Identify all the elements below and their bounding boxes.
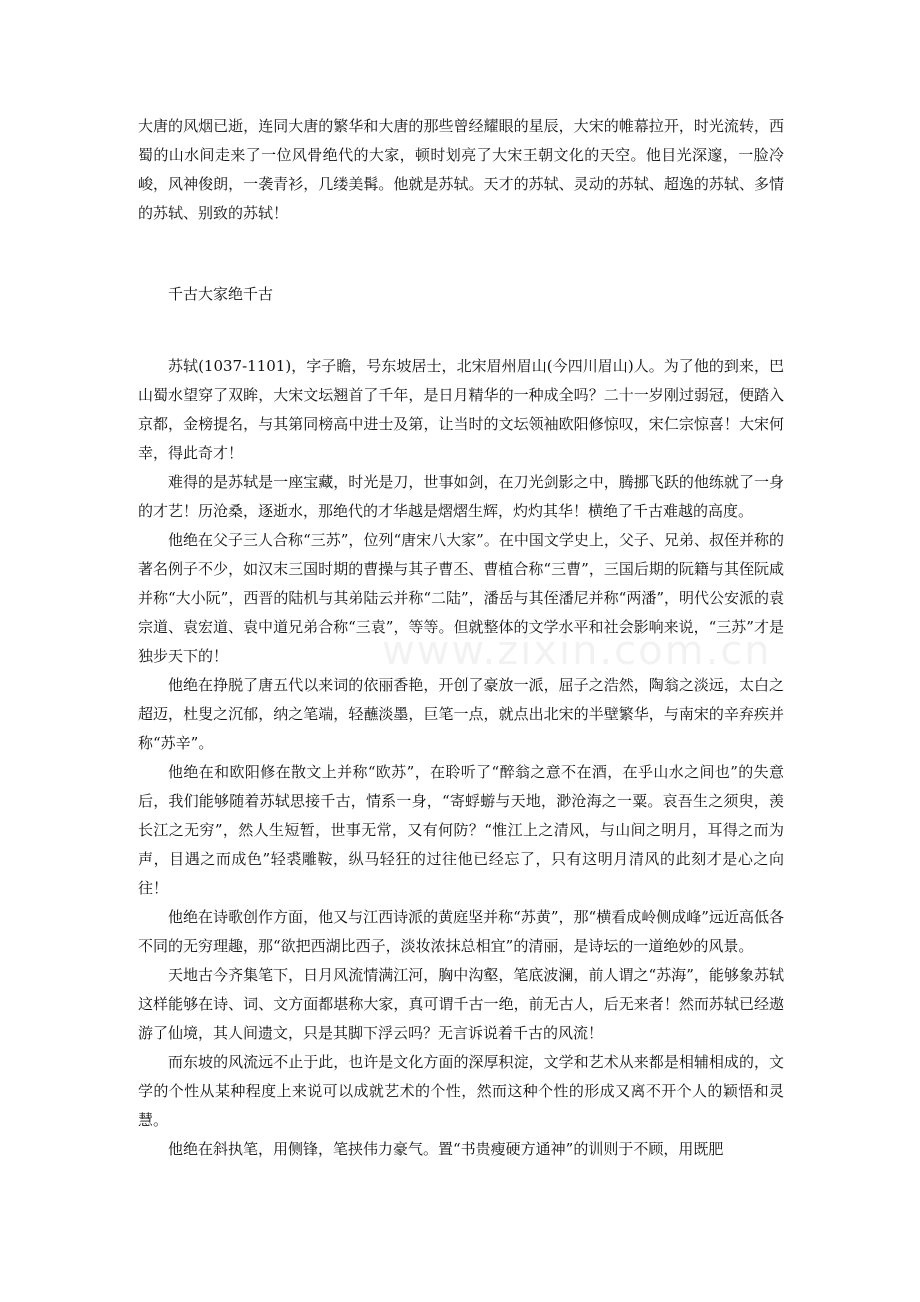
body-paragraph: 他绝在挣脱了唐五代以来词的依丽香艳，开创了豪放一派，屈子之浩然，陶翁之淡远，太白之超迈，杜叟之沉郁，纳之笔端，轻蘸淡墨，巨笔一点，就点出北宋的半壁繁华，与南宋的辛弃疾并称“苏辛”。 bbox=[138, 676, 784, 752]
body-paragraph: 而东坡的风流远不止于此，也许是文化方面的深厚积淀，文学和艺术从来都是相辅相成的，文学的个性从某种程度上来说可以成就艺术的个性，然而这种个性的形成又离不开个人的颖悟和灵慧。 bbox=[138, 1053, 784, 1129]
section-heading: 千古大家绝千古 bbox=[168, 285, 274, 303]
body-paragraph: 他绝在斜执笔，用侧锋，笔挟伟力豪气。置“书贵瘦硬方通神”的训则于不顾，用既肥 bbox=[168, 1140, 724, 1158]
body-paragraph: 他绝在父子三人合称“三苏”，位列“唐宋八大家”。在中国文学史上，父子、兄弟、叔侄并称的著名例子不少，如汉末三国时期的曹操与其子曹丕、曹植合称“三曹”，三国后期的阮籍与其侄阮咸并称“大小阮”，西晋的陆机与其弟陆云并称“二陆”，潘岳与其侄潘尼并称“两潘”，明代公安派的袁宗道、袁宏道、袁中道兄弟合称“三袁”，等等。但就整体的文学水平和社会影响来说，“三苏”才是独步天下的！ bbox=[138, 531, 785, 665]
section-content bbox=[138, 352, 784, 1164]
body-paragraph: 天地古今齐集笔下，日月风流情满江河，胸中沟壑，笔底波澜，前人谓之“苏海”，能够象苏轼这样能够在诗、词、文方面都堪称大家，真可谓千古一绝，前无古人，后无来者！然而苏轼已经遨游了仙境，其人间遗文，只是其脚下浮云吗？无言诉说着千古的风流！ bbox=[138, 966, 784, 1042]
body-paragraph: 苏轼(1037-1101)，字子瞻，号东坡居士，北宋眉州眉山(今四川眉山)人。为了他的到来，巴山蜀水望穿了双眸，大宋文坛翘首了千年，是日月精华的一种成全吗？二十一岁刚过弱冠，便踏入京都，金榜提名，与其第同榜高中进士及第，让当时的文坛领袖欧阳修惊叹，宋仁宗惊喜！大宋何幸，得此奇才！ bbox=[138, 357, 784, 462]
watermark-text: www.zixin.com.cn bbox=[382, 628, 772, 674]
intro-paragraph: 大唐的风烟已逝，连同大唐的繁华和大唐的那些曾经耀眼的星辰，大宋的帷幕拉开，时光流转，西蜀的山水间走来了一位风骨绝代的大家，顿时划亮了大宋王朝文化的天空。他目光深邃，一脸冷峻，风神俊朗，一袭青衫，几缕美髯。他就是苏轼。天才的苏轼、灵动的苏轼、超逸的苏轼、多情的苏轼、别致的苏轼！ bbox=[138, 117, 784, 222]
body-paragraph: 他绝在诗歌创作方面，他又与江西诗派的黄庭坚并称“苏黄”，那“横看成岭侧成峰”远近高低各不同的无穷理趣，那“欲把西湖比西子，淡妆浓抹总相宜”的清丽，是诗坛的一道绝妙的风景。 bbox=[138, 908, 784, 955]
body-paragraph: 难得的是苏轼是一座宝藏，时光是刀，世事如剑，在刀光剑影之中，腾挪飞跃的他练就了一身的才艺！历沧桑，逐逝水，那绝代的才华越是熠熠生辉，灼灼其华！横绝了千古难越的高度。 bbox=[138, 473, 784, 520]
body-paragraph: 他绝在和欧阳修在散文上并称“欧苏”，在聆听了“醉翁之意不在酒，在乎山水之间也”的失意后，我们能够随着苏轼思接千古，情系一身，“寄蜉蝣与天地，渺沧海之一粟。哀吾生之须臾，羡长江之无穷”，然人生短暂，世事无常，又有何防？“惟江上之清风，与山间之明月，耳得之而为声，目遇之而成色”轻裘雕鞍，纵马轻狂的过往他已经忘了，只有这明月清风的此刻才是心之向往！ bbox=[138, 763, 784, 897]
document-body bbox=[138, 112, 784, 1164]
